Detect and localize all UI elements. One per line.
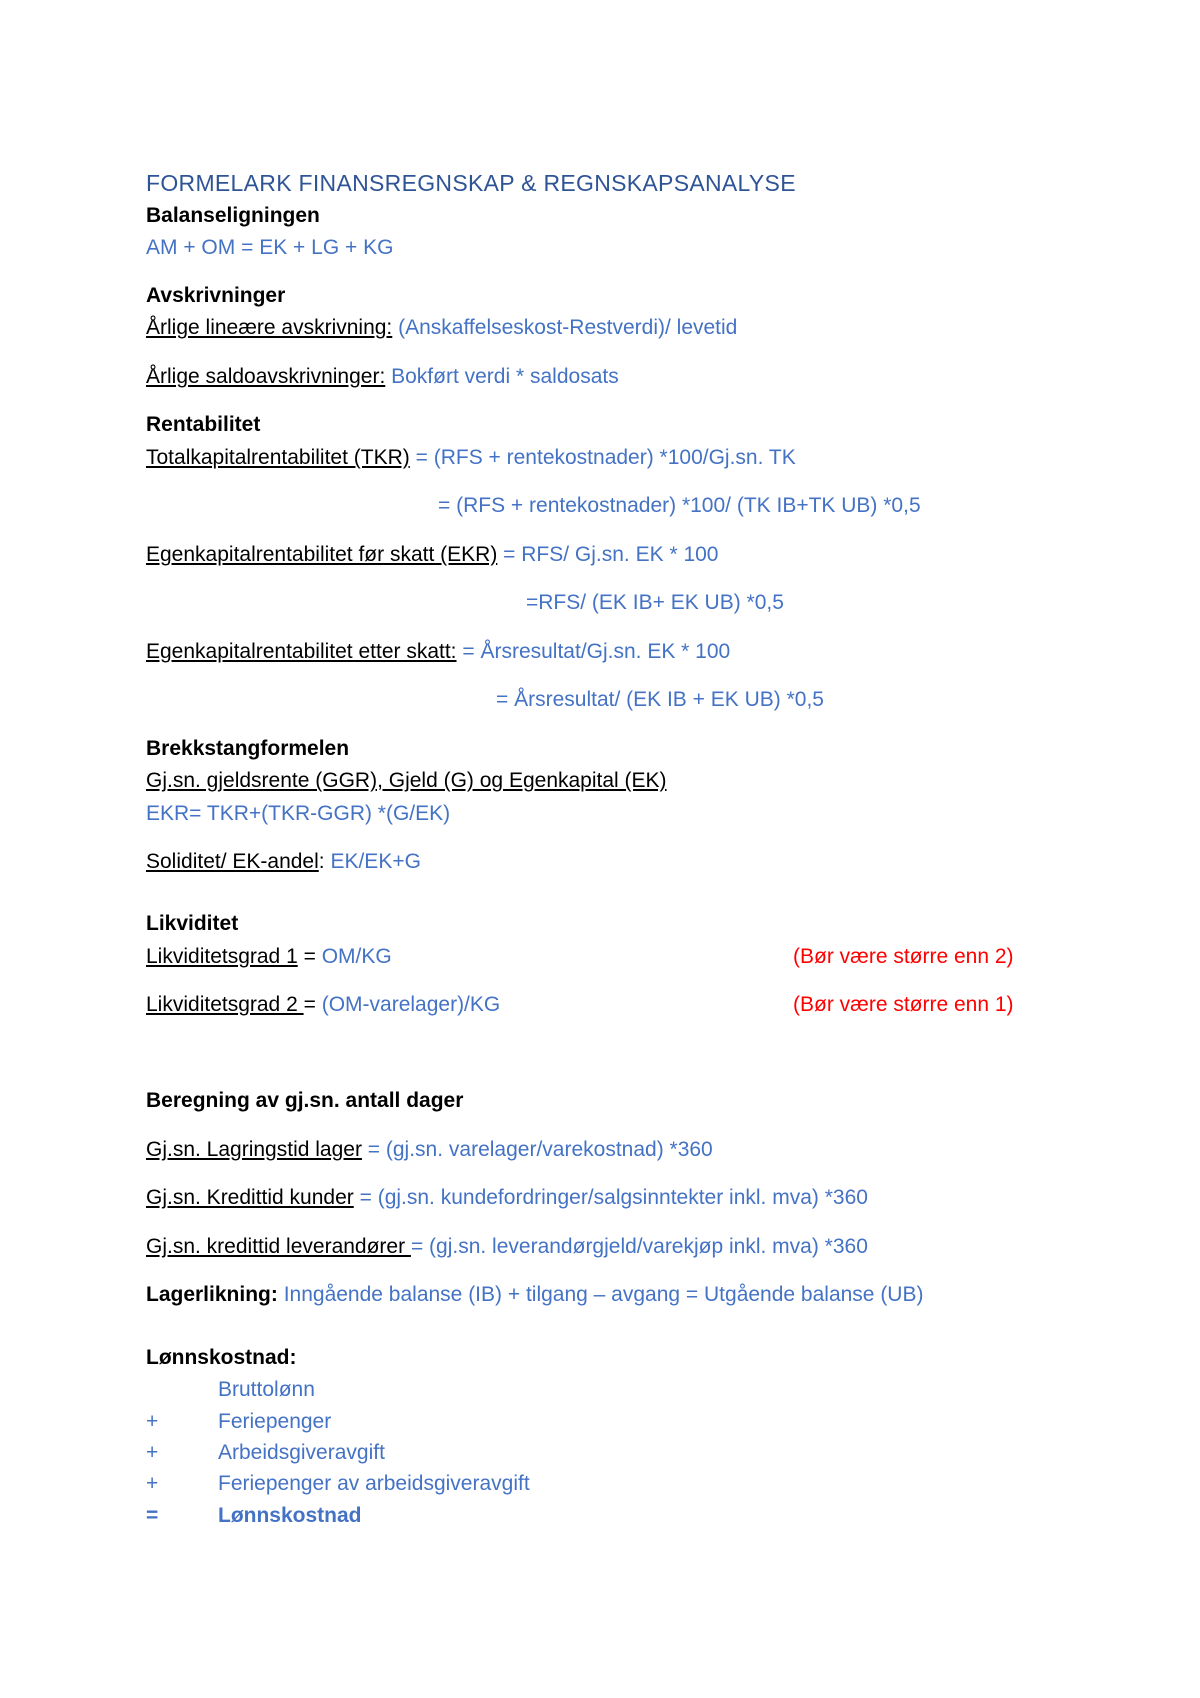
ekr-after-tax-line bbox=[146, 638, 730, 666]
tkr-line bbox=[146, 444, 796, 472]
liquidity-ratio-1-label: Likviditetsgrad 1 bbox=[146, 945, 298, 968]
customer-credit-formula: = (gj.sn. kundefordringer/salgsinntekter inkl. mva) *360 bbox=[353, 1186, 868, 1209]
liquidity-ratio-2-eq: = bbox=[303, 993, 322, 1016]
ekr-after-tax-formula-1: = Årsresultat/Gj.sn. EK * 100 bbox=[456, 640, 731, 663]
customer-credit-label: Gj.sn. Kredittid kunder bbox=[146, 1186, 354, 1209]
days-heading: Beregning av gj.sn. antall dager bbox=[146, 1089, 464, 1112]
wage-row-item: Bruttolønn bbox=[218, 1378, 315, 1401]
linear-depreciation-line bbox=[146, 314, 737, 342]
storage-time-formula: = (gj.sn. varelager/varekostnad) *360 bbox=[361, 1138, 713, 1161]
wage-row-item: Lønnskostnad bbox=[218, 1504, 362, 1527]
linear-depreciation-label: Årlige lineære avskrivning: bbox=[146, 316, 393, 339]
liquidity-heading: Likviditet bbox=[146, 912, 239, 935]
liquidity-ratio-2-note: (Bør være større enn 1) bbox=[793, 993, 1014, 1016]
solidity-colon: : bbox=[318, 850, 325, 873]
ekr-line bbox=[146, 541, 719, 569]
supplier-credit-label: Gj.sn. kredittid leverandører bbox=[146, 1235, 411, 1258]
balance-heading: Balanseligningen bbox=[146, 204, 320, 227]
liquidity-ratio-1-note: (Bør være større enn 2) bbox=[793, 945, 1014, 968]
supplier-credit-formula: = (gj.sn. leverandørgjeld/varekjøp inkl. mva) *360 bbox=[410, 1235, 868, 1258]
wage-row-op: = bbox=[146, 1504, 159, 1527]
storage-time-line bbox=[146, 1136, 713, 1164]
page-title: FORMELARK FINANSREGNSKAP & REGNSKAPSANALYSE bbox=[146, 170, 796, 196]
wage-row-op: + bbox=[146, 1410, 159, 1433]
liquidity-ratio-1-line bbox=[146, 943, 392, 971]
inventory-equation-formula: Inngående balanse (IB) + tilgang – avgang = Utgående balanse (UB) bbox=[277, 1283, 924, 1306]
tkr-formula-2: = (RFS + rentekostnader) *100/ (TK IB+TK UB) *0,5 bbox=[438, 494, 921, 517]
wage-row-item: Feriepenger bbox=[218, 1410, 332, 1433]
profitability-heading: Rentabilitet bbox=[146, 413, 261, 436]
wage-row-item: Feriepenger av arbeidsgiveravgift bbox=[218, 1472, 530, 1495]
leverage-subheading: Gj.sn. gjeldsrente (GGR), Gjeld (G) og Egenkapital (EK) bbox=[146, 769, 667, 792]
ekr-after-tax-formula-2: = Årsresultat/ (EK IB + EK UB) *0,5 bbox=[496, 688, 824, 711]
balance-formula: AM + OM = EK + LG + KG bbox=[146, 236, 394, 259]
liquidity-ratio-1-formula: OM/KG bbox=[321, 945, 392, 968]
ekr-formula-1: = RFS/ Gj.sn. EK * 100 bbox=[497, 543, 719, 566]
leverage-heading: Brekkstangformelen bbox=[146, 737, 350, 760]
solidity-formula: EK/EK+G bbox=[324, 850, 421, 873]
inventory-equation-line bbox=[146, 1281, 923, 1309]
customer-credit-line bbox=[146, 1184, 868, 1212]
supplier-credit-line bbox=[146, 1233, 868, 1261]
ekr-formula-2: =RFS/ (EK IB+ EK UB) *0,5 bbox=[526, 591, 784, 614]
liquidity-ratio-2-line bbox=[146, 991, 500, 1019]
tkr-formula-1: = (RFS + rentekostnader) *100/Gj.sn. TK bbox=[409, 446, 796, 469]
balance-depreciation-formula: Bokført verdi * saldosats bbox=[385, 365, 619, 388]
tkr-label: Totalkapitalrentabilitet (TKR) bbox=[146, 446, 410, 469]
liquidity-ratio-2-formula: (OM-varelager)/KG bbox=[321, 993, 501, 1016]
wage-row-op: + bbox=[146, 1441, 159, 1464]
solidity-line bbox=[146, 848, 421, 876]
storage-time-label: Gj.sn. Lagringstid lager bbox=[146, 1138, 362, 1161]
balance-depreciation-line bbox=[146, 363, 619, 391]
solidity-label: Soliditet/ EK-andel bbox=[146, 850, 319, 873]
depreciation-heading: Avskrivninger bbox=[146, 284, 286, 307]
ekr-after-tax-label: Egenkapitalrentabilitet etter skatt: bbox=[146, 640, 457, 663]
wage-row-op: + bbox=[146, 1472, 159, 1495]
linear-depreciation-formula: (Anskaffelseskost-Restverdi)/ levetid bbox=[392, 316, 738, 339]
balance-depreciation-label: Årlige saldoavskrivninger: bbox=[146, 365, 386, 388]
liquidity-ratio-2-label: Likviditetsgrad 2 bbox=[146, 993, 304, 1016]
liquidity-ratio-1-eq: = bbox=[297, 945, 322, 968]
wage-cost-heading: Lønnskostnad: bbox=[146, 1346, 297, 1369]
wage-row-item: Arbeidsgiveravgift bbox=[218, 1441, 385, 1464]
ekr-label: Egenkapitalrentabilitet før skatt (EKR) bbox=[146, 543, 498, 566]
inventory-equation-label: Lagerlikning: bbox=[146, 1283, 278, 1306]
leverage-formula: EKR= TKR+(TKR-GGR) *(G/EK) bbox=[146, 802, 451, 825]
